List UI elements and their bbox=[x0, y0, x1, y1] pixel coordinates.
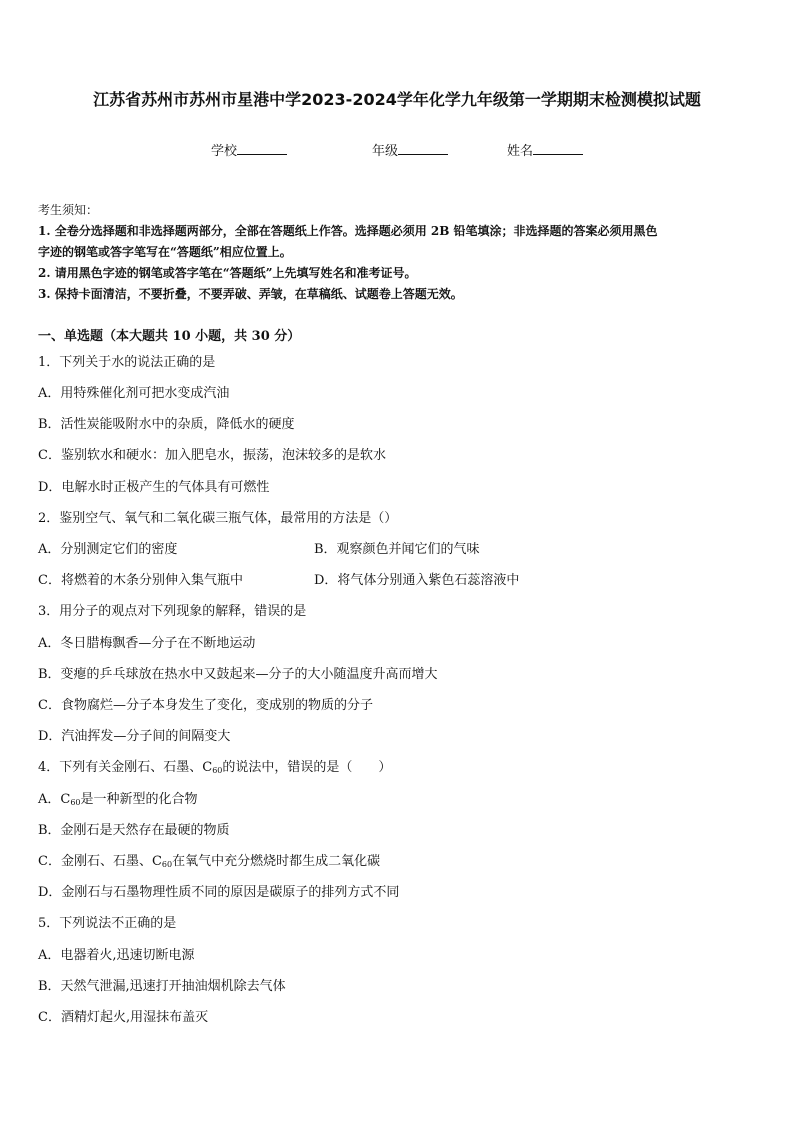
q1-stem: 1．下列关于水的说法正确的是 bbox=[38, 355, 216, 370]
q5-option-a: A．电器着火,迅速切断电源 bbox=[38, 948, 195, 963]
section-title: 一、单选题（本大题共 10 小题，共 30 分） bbox=[38, 329, 301, 344]
notice-item-2: 2. 请用黑色字迹的钢笔或答字笔在“答题纸”上先填写姓名和准考证号。 bbox=[38, 266, 417, 280]
q5-stem: 5．下列说法不正确的是 bbox=[38, 916, 177, 931]
q2-option-c: C．将燃着的木条分别伸入集气瓶中 bbox=[38, 573, 243, 588]
grade-label: 年级 bbox=[372, 144, 399, 159]
q4-c-sub: 60 bbox=[161, 860, 173, 869]
q4-stem-sub: 60 bbox=[212, 766, 223, 775]
q5-option-b: B．天然气泄漏,迅速打开抽油烟机除去气体 bbox=[38, 979, 286, 994]
q4-a-sub: 60 bbox=[70, 798, 81, 807]
q4-stem bbox=[38, 758, 391, 778]
q4-a-post: 是一种新型的化合物 bbox=[80, 792, 198, 807]
q4-option-c bbox=[38, 852, 380, 872]
exam-title: 江苏省苏州市苏州市星港中学2023-2024学年化学九年级第一学期期末检测模拟试题 bbox=[93, 90, 701, 109]
notice-item-3: 3. 保持卡面清洁，不要折叠，不要弄破、弄皱，在草稿纸、试题卷上答题无效。 bbox=[38, 287, 463, 301]
grade-field bbox=[372, 140, 448, 161]
name-field bbox=[507, 140, 583, 161]
notice-item-1-line-2: 字迹的钢笔或答字笔写在“答题纸”相应位置上。 bbox=[38, 245, 292, 259]
q3-option-b: B．变瘪的乒乓球放在热水中又鼓起来—分子的大小随温度升高而增大 bbox=[38, 667, 438, 682]
q3-option-a: A．冬日腊梅飘香—分子在不断地运动 bbox=[38, 636, 256, 651]
q4-stem-pre: 4．下列有关金刚石、石墨、C bbox=[38, 760, 213, 775]
q3-stem: 3．用分子的观点对下列现象的解释，错误的是 bbox=[38, 604, 307, 619]
grade-blank[interactable] bbox=[398, 140, 448, 155]
q4-option-a bbox=[38, 790, 198, 810]
q1-option-b: B．活性炭能吸附水中的杂质，降低水的硬度 bbox=[38, 417, 295, 432]
q4-c-pre: C．金刚石、石墨、C bbox=[38, 854, 162, 869]
notice-item-1-line-1: 1. 全卷分选择题和非选择题两部分，全部在答题纸上作答。选择题必须用 2B 铅笔填涂；非选择题的答案必须用黑色 bbox=[38, 224, 658, 238]
q2-option-a: A．分别测定它们的密度 bbox=[38, 542, 178, 557]
q3-option-d: D．汽油挥发—分子间的间隔变大 bbox=[38, 729, 231, 744]
q5-option-c: C．酒精灯起火,用湿抹布盖灭 bbox=[38, 1010, 209, 1025]
q3-option-c: C．食物腐烂—分子本身发生了变化，变成别的物质的分子 bbox=[38, 698, 373, 713]
q4-stem-post: 的说法中，错误的是（ ） bbox=[222, 760, 392, 775]
school-label: 学校 bbox=[211, 144, 238, 159]
school-field bbox=[211, 140, 287, 161]
name-blank[interactable] bbox=[533, 140, 583, 155]
q2-stem: 2．鉴别空气、氧气和二氧化碳三瓶气体，最常用的方法是（） bbox=[38, 511, 398, 526]
name-label: 姓名 bbox=[507, 144, 534, 159]
q1-option-a: A．用特殊催化剂可把水变成汽油 bbox=[38, 386, 230, 401]
q4-a-pre: A．C bbox=[38, 792, 71, 807]
notice-heading: 考生须知： bbox=[38, 203, 99, 217]
q2-option-b: B．观察颜色并闻它们的气味 bbox=[314, 542, 480, 557]
q1-option-c: C．鉴别软水和硬水：加入肥皂水，振荡，泡沫较多的是软水 bbox=[38, 448, 386, 463]
q2-option-d: D．将气体分别通入紫色石蕊溶液中 bbox=[314, 573, 520, 588]
q4-c-post: 在氧气中充分燃烧时都生成二氧化碳 bbox=[172, 854, 381, 869]
q4-option-b: B．金刚石是天然存在最硬的物质 bbox=[38, 823, 230, 838]
exam-notice bbox=[38, 200, 758, 305]
q1-option-d: D．电解水时正极产生的气体具有可燃性 bbox=[38, 480, 270, 495]
q4-option-d: D．金刚石与石墨物理性质不同的原因是碳原子的排列方式不同 bbox=[38, 885, 400, 900]
school-blank[interactable] bbox=[237, 140, 287, 155]
